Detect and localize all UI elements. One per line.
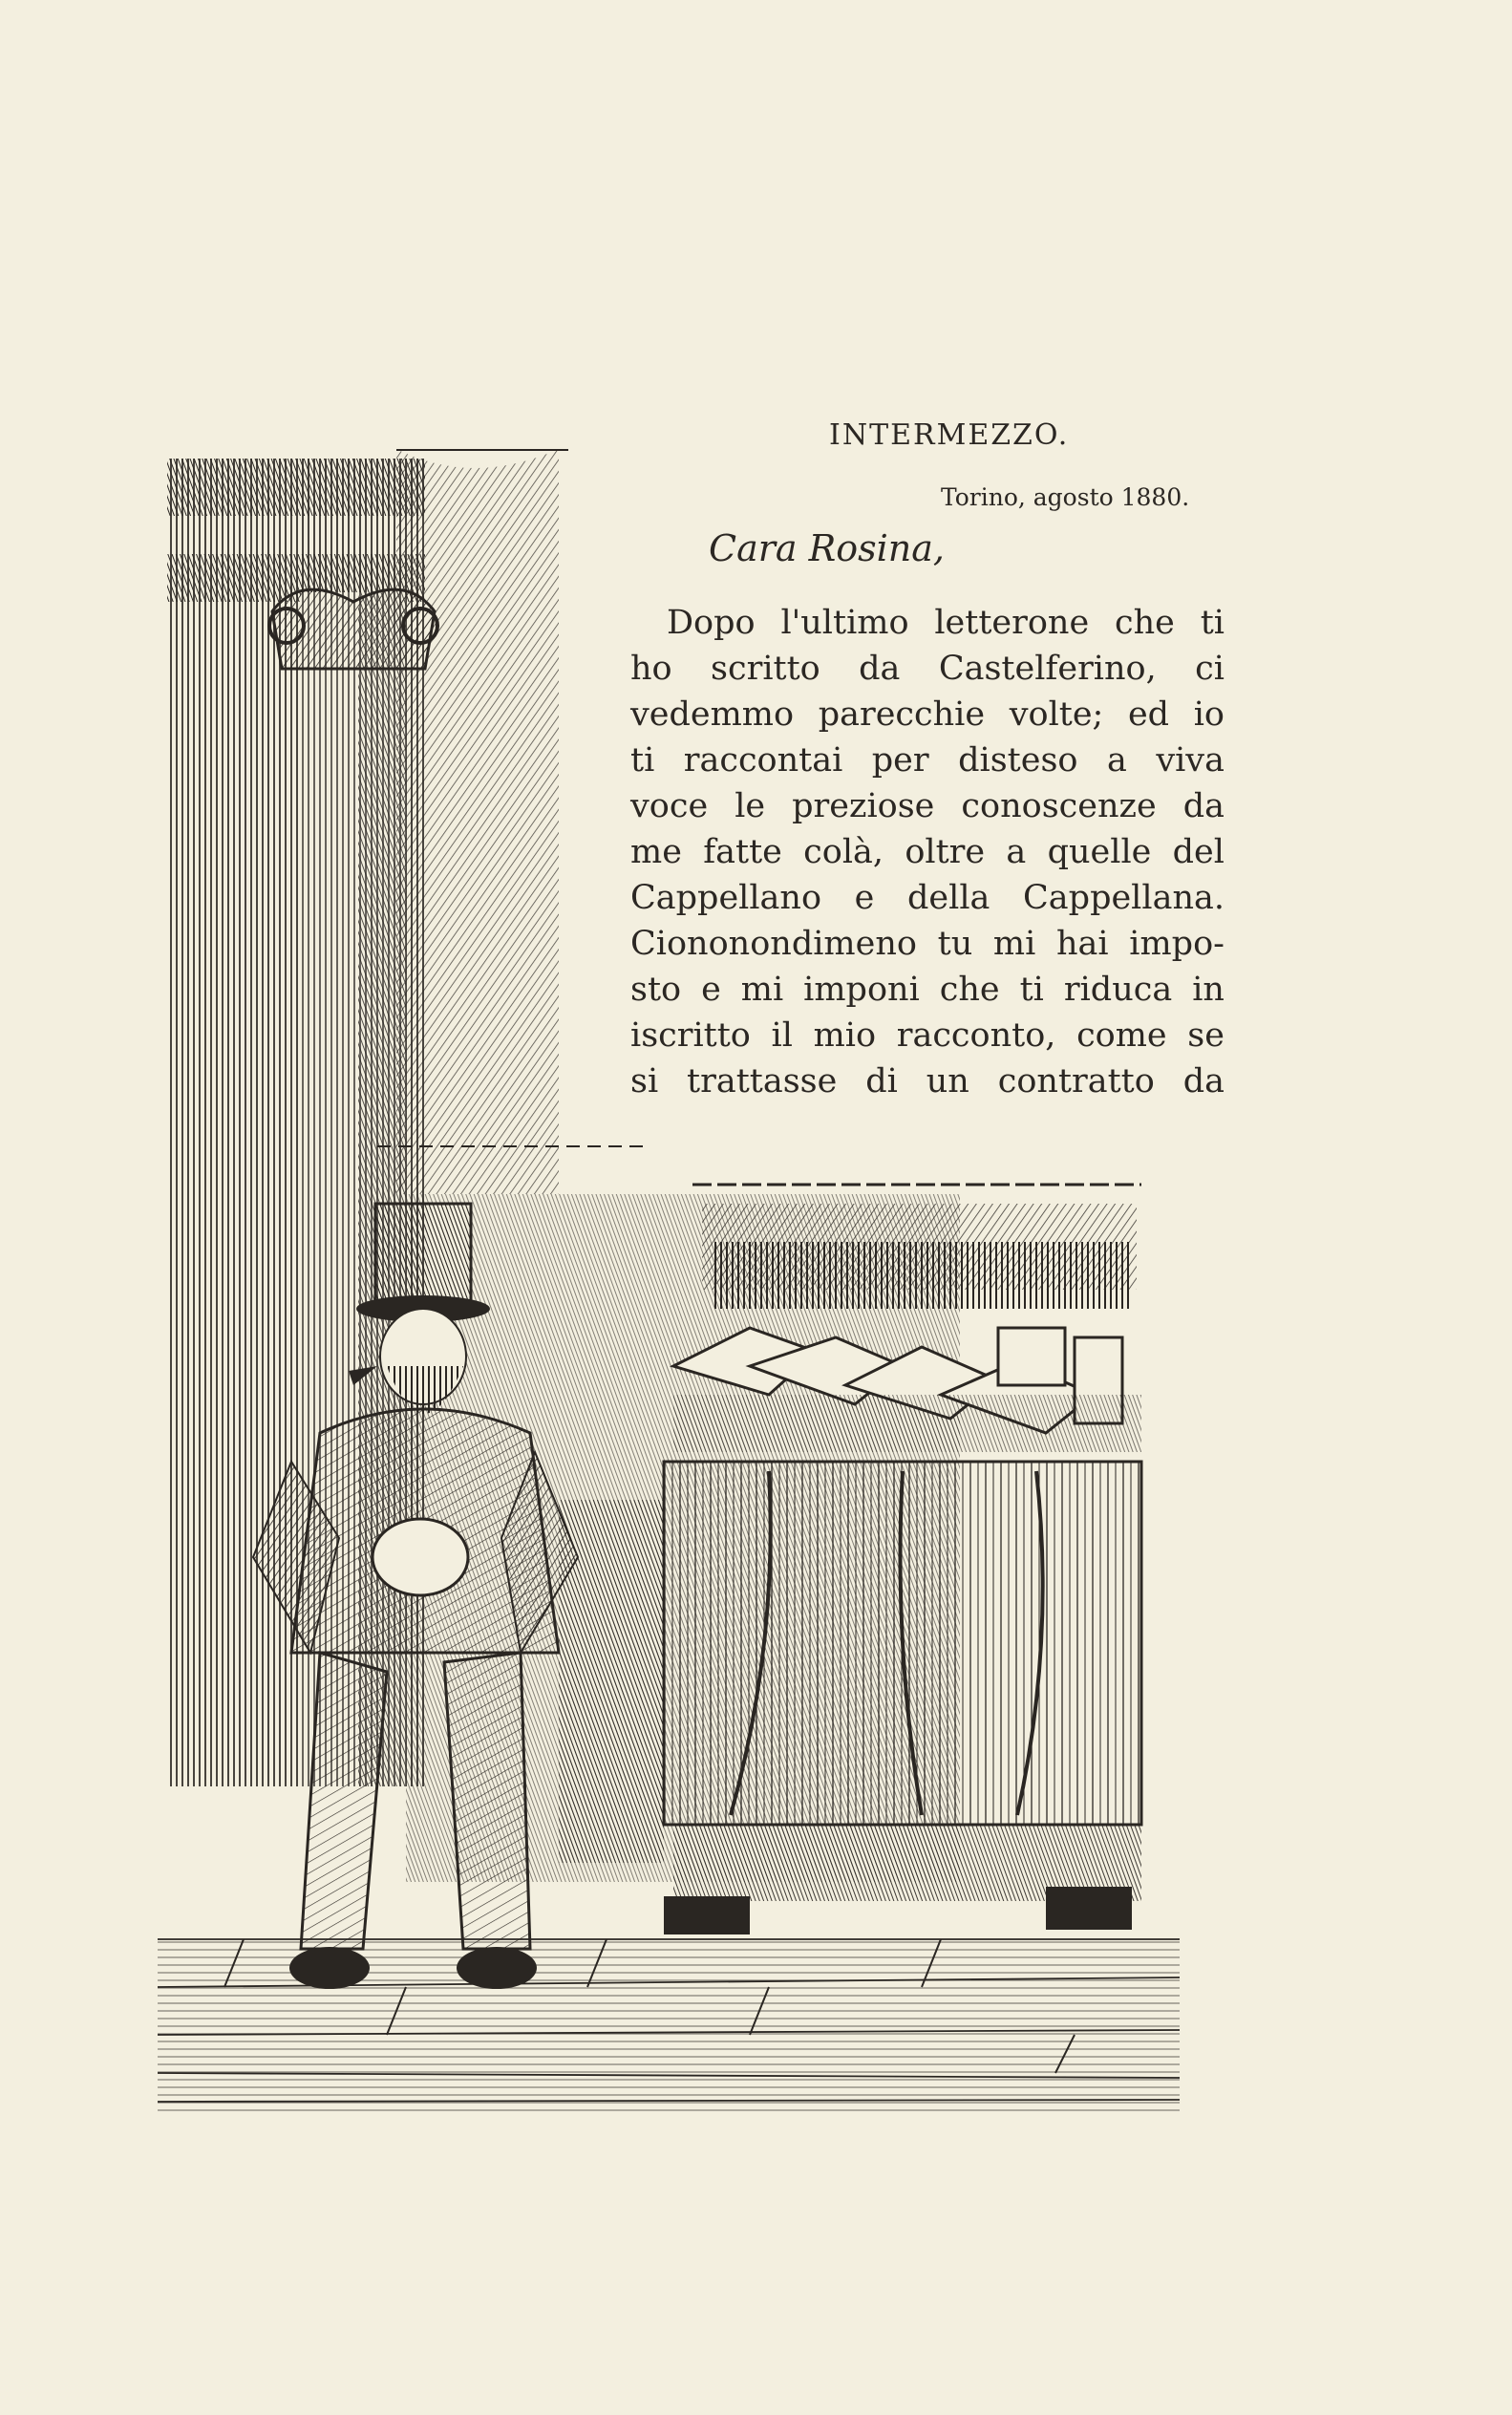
body-line bbox=[630, 829, 1225, 875]
body-word: e bbox=[701, 971, 721, 1009]
body-word: ed bbox=[1127, 695, 1170, 734]
body-word: un bbox=[926, 1062, 969, 1101]
body-word: sto bbox=[630, 971, 682, 1009]
letter-body bbox=[630, 600, 1225, 1104]
body-line bbox=[630, 875, 1225, 921]
body-word: iscritto bbox=[630, 1016, 751, 1055]
body-word: ti bbox=[630, 741, 655, 780]
letter-salutation: Cara Rosina, bbox=[709, 527, 945, 569]
body-word: della bbox=[907, 879, 990, 917]
body-word: del bbox=[1172, 833, 1225, 871]
body-word: letterone bbox=[934, 604, 1090, 642]
body-word: hai bbox=[1056, 925, 1109, 963]
body-word: Castelferino, bbox=[938, 650, 1157, 688]
body-word: Ciononondimeno bbox=[630, 925, 917, 963]
body-word: come bbox=[1076, 1016, 1167, 1055]
body-word: e bbox=[854, 879, 875, 917]
body-word: colà, bbox=[803, 833, 884, 871]
body-word: contratto bbox=[997, 1062, 1155, 1101]
body-word: da bbox=[1182, 1062, 1225, 1101]
body-word: in bbox=[1192, 971, 1225, 1009]
body-word: ti bbox=[1019, 971, 1044, 1009]
body-word: riduca bbox=[1063, 971, 1173, 1009]
body-word: tu bbox=[937, 925, 973, 963]
body-word: mi bbox=[740, 971, 784, 1009]
body-line bbox=[630, 1058, 1225, 1104]
body-word: viva bbox=[1156, 741, 1225, 780]
body-word: me bbox=[630, 833, 682, 871]
body-word: voce bbox=[630, 787, 709, 825]
body-word: Cappellano bbox=[630, 879, 822, 917]
body-line bbox=[630, 783, 1225, 829]
body-word: ti bbox=[1200, 604, 1225, 642]
letter-dateline: Torino, agosto 1880. bbox=[941, 483, 1190, 511]
body-word: per bbox=[871, 741, 929, 780]
body-word: disteso bbox=[958, 741, 1078, 780]
body-line bbox=[630, 1013, 1225, 1058]
body-word: si bbox=[630, 1062, 659, 1101]
body-word: che bbox=[939, 971, 1000, 1009]
body-word: ho bbox=[630, 650, 672, 688]
body-word: vedemmo bbox=[630, 695, 795, 734]
body-word: mi bbox=[992, 925, 1036, 963]
body-line bbox=[630, 646, 1225, 692]
body-word: scritto bbox=[711, 650, 820, 688]
body-word: di bbox=[865, 1062, 898, 1101]
body-line bbox=[630, 921, 1225, 967]
body-word: imponi bbox=[803, 971, 920, 1009]
body-word: a bbox=[1006, 833, 1027, 871]
body-line bbox=[630, 967, 1225, 1013]
body-word: volte; bbox=[1009, 695, 1104, 734]
body-word: conoscenze bbox=[961, 787, 1157, 825]
body-word: io bbox=[1193, 695, 1225, 734]
body-word: se bbox=[1187, 1016, 1225, 1055]
body-line bbox=[630, 692, 1225, 737]
body-word: Cappellana. bbox=[1023, 879, 1225, 917]
body-word: quelle bbox=[1047, 833, 1152, 871]
body-word: fatte bbox=[703, 833, 782, 871]
body-word: le bbox=[735, 787, 766, 825]
body-word: il bbox=[771, 1016, 793, 1055]
body-word: oltre bbox=[905, 833, 986, 871]
body-word: che bbox=[1115, 604, 1175, 642]
body-word: l'ultimo bbox=[780, 604, 909, 642]
body-word: trattasse bbox=[687, 1062, 838, 1101]
body-word: da bbox=[859, 650, 901, 688]
body-word: racconto, bbox=[896, 1016, 1056, 1055]
running-header: INTERMEZZO. bbox=[829, 418, 1070, 452]
body-line bbox=[630, 737, 1225, 783]
body-word: raccontai bbox=[683, 741, 843, 780]
body-word: a bbox=[1106, 741, 1127, 780]
body-word: parecchie bbox=[818, 695, 986, 734]
body-line bbox=[630, 600, 1225, 646]
body-word: ci bbox=[1195, 650, 1225, 688]
body-word: impo- bbox=[1129, 925, 1225, 963]
body-word: da bbox=[1182, 787, 1225, 825]
body-word: mio bbox=[813, 1016, 877, 1055]
body-word: preziose bbox=[792, 787, 935, 825]
body-word: Dopo bbox=[667, 604, 756, 642]
